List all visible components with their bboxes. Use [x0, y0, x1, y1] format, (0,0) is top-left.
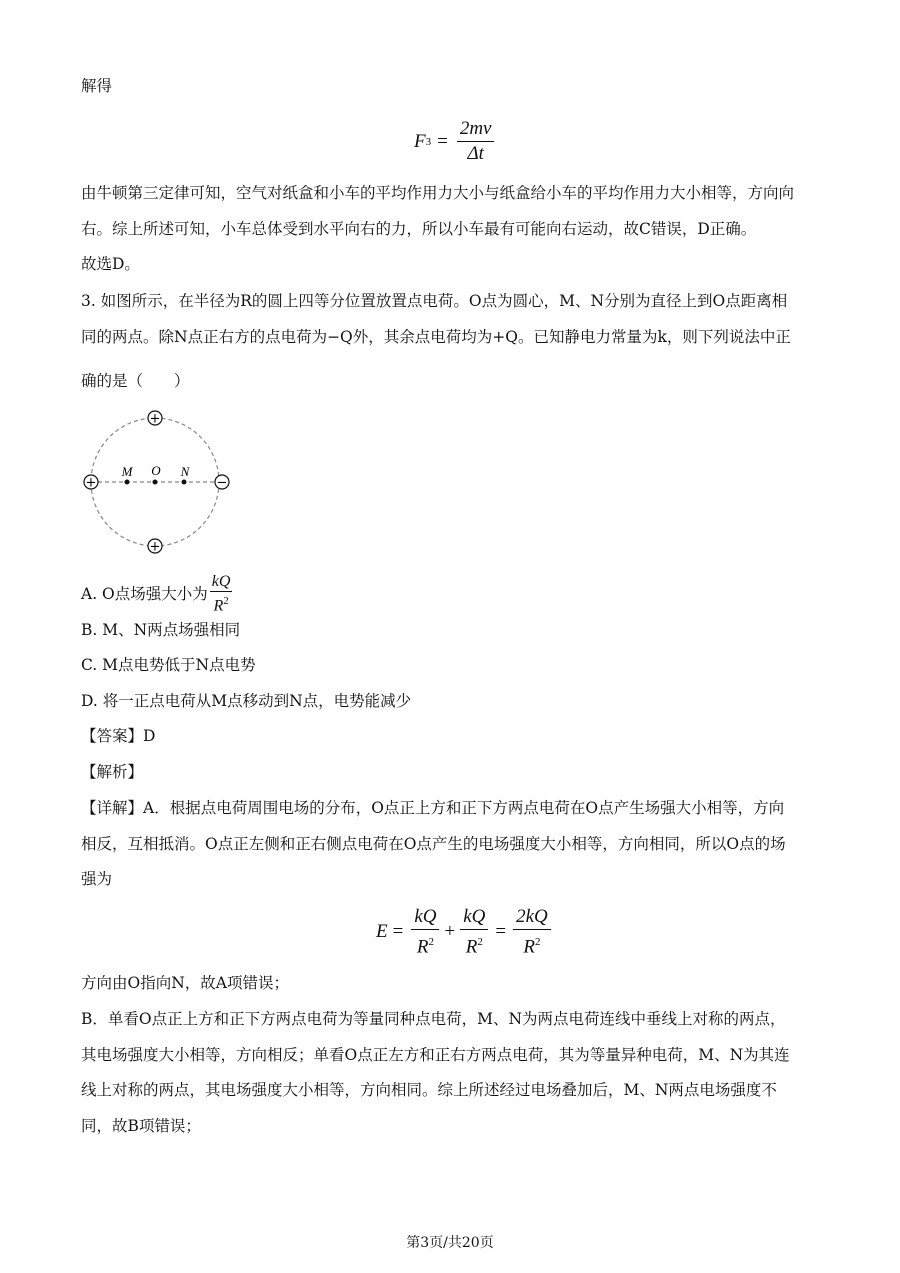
formula-lhs: F — [414, 130, 426, 152]
point-n-dot — [182, 480, 187, 485]
detail-text: B．单看O点正上方和正下方两点电荷为等量同种点电荷，M、N为两点电荷连线中垂线上对称的两点， — [81, 1010, 786, 1028]
formula-fraction — [457, 118, 495, 165]
detail-text: 强为 — [81, 870, 113, 888]
charge-left — [84, 475, 98, 491]
text-line: 右。综上所述可知，小车总体受到水平向右的力，所以小车最有可能向右运动，故C错误，D正确。 — [81, 220, 757, 238]
option-a-fraction — [210, 573, 233, 615]
formula-term2: $\frac{kQ}{R^2}$ — [460, 906, 488, 958]
option-a — [81, 574, 840, 614]
formula-lhs: E — [376, 921, 388, 943]
formula-f3: F 3 = $\frac{2mv}{\Delta t}$ — [414, 118, 497, 165]
detail-text: 相反，互相抵消。O点正左侧和正右侧点电荷在O点产生的电场强度大小相等，方向相同，所以O点的场 — [81, 835, 786, 853]
option-c: C. M点电势低于N点电势 — [81, 656, 256, 674]
point-o-dot — [153, 480, 158, 485]
detail-text: 同，故B项错误； — [81, 1117, 201, 1135]
option-b: B. M、N两点场强相同 — [81, 621, 241, 639]
option-d: D. 将一正点电荷从M点移动到N点，电势能减少 — [81, 692, 412, 710]
fraction-numerator: kQ — [211, 572, 231, 590]
detail-text: 其电场强度大小相等，方向相反；单看O点正左方和正右方两点电荷，其为等量异种电荷，M、N为其连 — [81, 1046, 790, 1064]
detail-text: 方向由O指向N，故A项错误； — [81, 974, 289, 992]
question-text: 确的是（ ） — [81, 372, 190, 390]
charge-top-sign: + — [149, 411, 161, 427]
option-a-text: A. O点场强大小为 — [81, 585, 208, 603]
charge-bottom-sign: + — [149, 539, 161, 555]
charge-bottom — [148, 539, 162, 555]
text-line: 解得 — [81, 77, 113, 95]
question-text: 3. 如图所示，在半径为R的圆上四等分位置放置点电荷。O点为圆心，M、N分别为直径上到O点距离相 — [81, 292, 788, 310]
formula-term1: $\frac{kQ}{R^2}$ — [411, 906, 439, 958]
charge-right-sign: − — [216, 475, 228, 491]
formula-e: E = $\frac{kQ}{R^2}$ + $\frac{kQ}{R^2}$ = $\frac{2kQ}{R^2}$ — [376, 906, 554, 958]
page-footer: 第3页/共20页 — [406, 1235, 494, 1251]
label-m: M — [121, 464, 133, 479]
label-o: O — [151, 463, 161, 478]
charge-top — [148, 411, 162, 427]
fraction-numerator: 2mv — [457, 118, 495, 142]
text-line: 故选D。 — [81, 255, 140, 273]
fraction-denominator: Δt — [467, 143, 484, 164]
formula-lhs-sub: 3 — [425, 135, 432, 148]
question-text: 同的两点。除N点正右方的点电荷为−Q外，其余点电荷均为+Q。已知静电力常量为k，则下列说法中正 — [81, 328, 791, 346]
fraction-denominator: $R^2$ — [213, 594, 229, 615]
detail-text: 【详解】A．根据点电荷周围电场的分布，O点正上方和正下方两点电荷在O点产生场强大小相等，方向 — [81, 799, 785, 817]
charge-circle-diagram — [78, 402, 238, 562]
text-line: 由牛顿第三定律可知，空气对纸盒和小车的平均作用力大小与纸盒给小车的平均作用力大小相等，方向向 — [81, 184, 795, 202]
analysis-label: 【解析】 — [81, 763, 144, 781]
charge-right — [215, 475, 229, 491]
point-m-dot — [125, 480, 130, 485]
label-n: N — [180, 464, 190, 479]
charge-left-sign: + — [85, 475, 97, 491]
formula-term3: $\frac{2kQ}{R^2}$ — [513, 906, 551, 958]
detail-text: 线上对称的两点，其电场强度大小相等，方向相同。综上所述经过电场叠加后，M、N两点电场强度不 — [81, 1081, 777, 1099]
answer-label: 【答案】D — [81, 727, 156, 745]
